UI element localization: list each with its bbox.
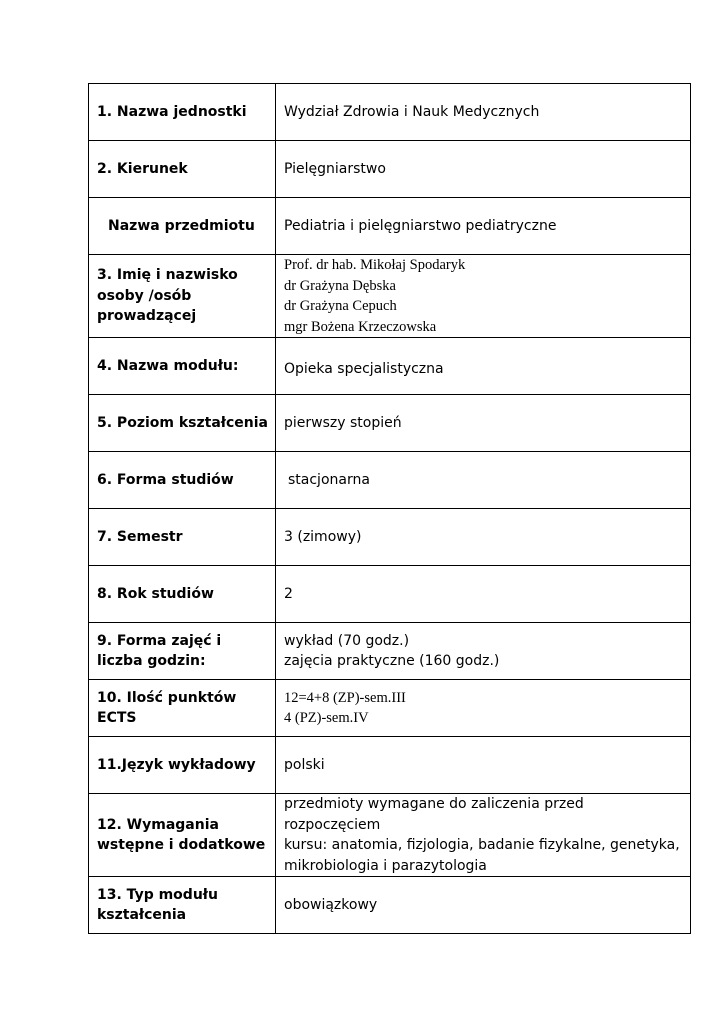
row-value-study-form: stacjonarna xyxy=(276,452,691,509)
row-value-instructors: Prof. dr hab. Mikołaj Spodaryk dr Grażyna Dębska dr Grażyna Cepuch mgr Bożena Krzeczowska xyxy=(276,255,691,338)
row-value-semester: 3 (zimowy) xyxy=(276,509,691,566)
table-row xyxy=(89,509,691,566)
row-label-ects-points: 10. Ilość punktów ECTS xyxy=(89,680,276,737)
row-value-class-form-hours: wykład (70 godz.) zajęcia praktyczne (160 godz.) xyxy=(276,623,691,680)
row-label-lecture-language: 11.Język wykładowy xyxy=(89,737,276,794)
row-value-study-year: 2 xyxy=(276,566,691,623)
row-value-subject-name: Pediatria i pielęgniarstwo pediatryczne xyxy=(276,198,691,255)
table-row xyxy=(89,84,691,141)
table-row xyxy=(89,395,691,452)
table-row xyxy=(89,566,691,623)
row-label-study-year: 8. Rok studiów xyxy=(89,566,276,623)
row-value-ects-points: 12=4+8 (ZP)-sem.III 4 (PZ)-sem.IV xyxy=(276,680,691,737)
table-row xyxy=(89,877,691,934)
row-value-education-level: pierwszy stopień xyxy=(276,395,691,452)
table-row xyxy=(89,623,691,680)
row-value-lecture-language: polski xyxy=(276,737,691,794)
row-label-unit-name: 1. Nazwa jednostki xyxy=(89,84,276,141)
row-label-field-of-study: 2. Kierunek xyxy=(89,141,276,198)
row-label-class-form-hours: 9. Forma zajęć i liczba godzin: xyxy=(89,623,276,680)
row-label-semester: 7. Semestr xyxy=(89,509,276,566)
table-row xyxy=(89,452,691,509)
row-value-prerequisites: przedmioty wymagane do zaliczenia przed rozpoczęciem kursu: anatomia, fizjologia, badanie fizykalne, genetyka, mikrobiologia i parazytologia xyxy=(276,794,691,877)
row-value-module-type: obowiązkowy xyxy=(276,877,691,934)
table-row xyxy=(89,680,691,737)
row-label-study-form: 6. Forma studiów xyxy=(89,452,276,509)
table-row xyxy=(89,255,691,338)
row-value-unit-name: Wydział Zdrowia i Nauk Medycznych xyxy=(276,84,691,141)
table-row xyxy=(89,141,691,198)
table-row xyxy=(89,338,691,395)
table-row xyxy=(89,737,691,794)
row-label-prerequisites: 12. Wymagania wstępne i dodatkowe xyxy=(89,794,276,877)
row-label-education-level: 5. Poziom kształcenia xyxy=(89,395,276,452)
table-row xyxy=(89,198,691,255)
row-label-module-type: 13. Typ modułu kształcenia xyxy=(89,877,276,934)
row-value-field-of-study: Pielęgniarstwo xyxy=(276,141,691,198)
row-value-module-name: Opieka specjalistyczna xyxy=(276,338,691,395)
row-label-subject-name: Nazwa przedmiotu xyxy=(89,198,276,255)
row-label-instructors: 3. Imię i nazwisko osoby /osób prowadzącej xyxy=(89,255,276,338)
table-row xyxy=(89,794,691,877)
row-label-module-name: 4. Nazwa modułu: xyxy=(89,338,276,395)
course-info-table xyxy=(88,83,691,934)
